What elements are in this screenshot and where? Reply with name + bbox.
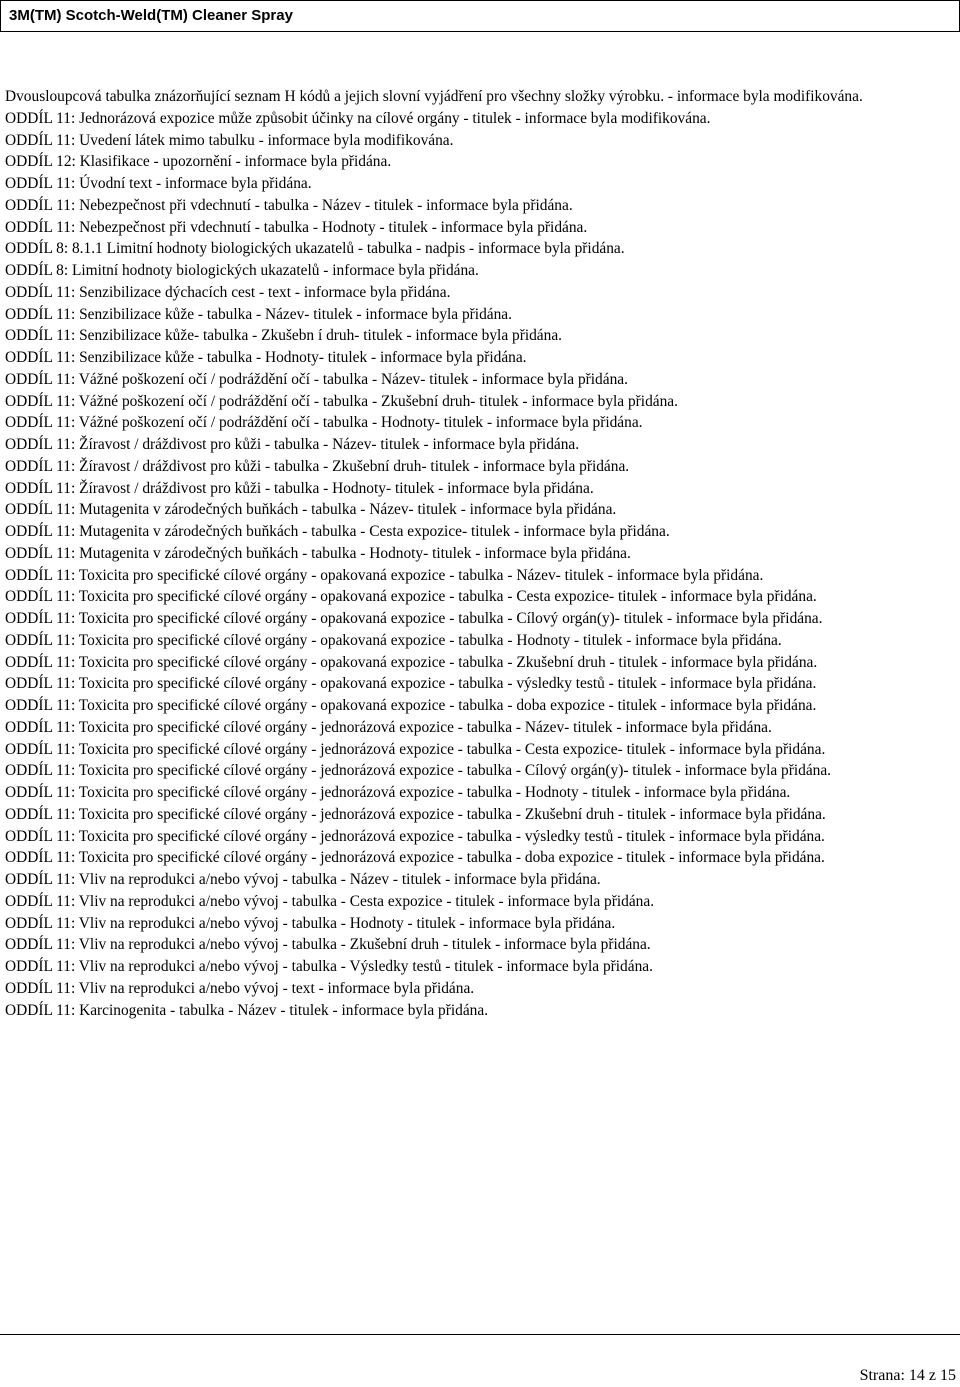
change-log-entry: ODDÍL 11: Toxicita pro specifické cílové orgány - opakovaná expozice - tabulka - Název- titulek - informace byla přidána. xyxy=(5,566,764,584)
change-log-entry: ODDÍL 11: Toxicita pro specifické cílové orgány - jednorázová expozice - tabulka - Cesta expozice- titulek - informace byla přidána. xyxy=(5,740,826,758)
change-log-entry: ODDÍL 11: Toxicita pro specifické cílové orgány - opakovaná expozice - tabulka - výsledky testů - titulek - informace byla přidána. xyxy=(5,675,817,693)
change-log-entry: ODDÍL 11: Toxicita pro specifické cílové orgány - jednorázová expozice - tabulka - výsledky testů - titulek - informace byla přidána. xyxy=(5,827,825,845)
change-log-entry: ODDÍL 11: Úvodní text - informace byla přidána. xyxy=(5,175,312,192)
change-log-entry: ODDÍL 11: Žíravost / dráždivost pro kůži - tabulka - Zkušební druh- titulek - informace byla přidána. xyxy=(5,457,630,475)
change-log-entry: ODDÍL 11: Vážné poškození očí / podráždění očí - tabulka - Hodnoty- titulek - informace byla přidána. xyxy=(5,414,643,432)
change-log-entry: ODDÍL 11: Mutagenita v zárodečných buňkách - tabulka - Název- titulek - informace byla přidána. xyxy=(5,501,617,519)
change-log-entry: ODDÍL 8: Limitní hodnoty biologických ukazatelů - informace byla přidána. xyxy=(5,262,479,279)
change-log-entry: ODDÍL 11: Toxicita pro specifické cílové orgány - jednorázová expozice - tabulka - Hodnoty - titulek - informace byla přidána. xyxy=(5,784,791,801)
change-log-entry: ODDÍL 11: Mutagenita v zárodečných buňkách - tabulka - Cesta expozice- titulek - informace byla přidána. xyxy=(5,523,670,540)
change-log-entry: ODDÍL 11: Senzibilizace kůže- tabulka - Zkušebn í druh- titulek - informace byla přidána. xyxy=(5,327,563,345)
change-log-entry: ODDÍL 11: Toxicita pro specifické cílové orgány - jednorázová expozice - tabulka - doba expozice - titulek - informace byla přidána. xyxy=(5,849,825,867)
change-log-entry: ODDÍL 11: Jednorázová expozice může způsobit účinky na cílové orgány - titulek - informace byla modifikována. xyxy=(5,109,711,127)
change-log-entry: ODDÍL 11: Vliv na reprodukci a/nebo vývoj - tabulka - Výsledky testů - titulek - informace byla přidána. xyxy=(5,958,653,975)
change-log-entry: Dvousloupcová tabulka znázorňující seznam H kódů a jejich slovní vyjádření pro všechny složky výrobku. - informace byla modifikována. xyxy=(5,88,863,105)
change-log-entry: ODDÍL 11: Toxicita pro specifické cílové orgány - opakovaná expozice - tabulka - Zkušební druh - titulek - informace byla přidána. xyxy=(5,653,818,671)
change-log xyxy=(5,86,955,1021)
change-log-entry: ODDÍL 12: Klasifikace - upozornění - informace byla přidána. xyxy=(5,153,392,171)
change-log-entry: ODDÍL 11: Karcinogenita - tabulka - Název - titulek - informace byla přidána. xyxy=(5,1001,489,1019)
change-log-entry: ODDÍL 11: Senzibilizace dýchacích cest - text - informace byla přidána. xyxy=(5,283,451,301)
change-log-entry: ODDÍL 11: Žíravost / dráždivost pro kůži - tabulka - Název- titulek - informace byla přidána. xyxy=(5,436,580,453)
change-log-entry: ODDÍL 8: 8.1.1 Limitní hodnoty biologických ukazatelů - tabulka - nadpis - informace byla přidána. xyxy=(5,240,625,258)
change-log-entry: ODDÍL 11: Toxicita pro specifické cílové orgány - opakovaná expozice - tabulka - doba expozice - titulek - informace byla přidána. xyxy=(5,697,817,714)
page-number: Strana: 14 z 15 xyxy=(859,1367,956,1384)
change-log-entry: ODDÍL 11: Toxicita pro specifické cílové orgány - jednorázová expozice - tabulka - Cílový orgán(y)- titulek - informace byla přidána. xyxy=(5,762,832,780)
change-log-entry: ODDÍL 11: Vážné poškození očí / podráždění očí - tabulka - Zkušební druh- titulek - informace byla přidána. xyxy=(5,392,678,410)
change-log-entry: ODDÍL 11: Toxicita pro specifické cílové orgány - opakovaná expozice - tabulka - Cílový orgán(y)- titulek - informace byla přidána. xyxy=(5,610,823,627)
change-log-entry: ODDÍL 11: Senzibilizace kůže - tabulka - Hodnoty- titulek - informace byla přidána. xyxy=(5,349,527,366)
change-log-entry: ODDÍL 11: Mutagenita v zárodečných buňkách - tabulka - Hodnoty- titulek - informace byla přidána. xyxy=(5,544,631,562)
change-log-entry: ODDÍL 11: Senzibilizace kůže - tabulka - Název- titulek - informace byla přidána. xyxy=(5,305,512,323)
change-log-entry: ODDÍL 11: Toxicita pro specifické cílové orgány - jednorázová expozice - tabulka - Zkušební druh - titulek - informace byla přidána. xyxy=(5,805,826,823)
footer-divider xyxy=(0,1334,960,1335)
change-log-entry: ODDÍL 11: Vliv na reprodukci a/nebo vývoj - text - informace byla přidána. xyxy=(5,979,475,997)
change-log-entry: ODDÍL 11: Vliv na reprodukci a/nebo vývoj - tabulka - Název - titulek - informace byla přidána. xyxy=(5,871,601,888)
change-log-entry: ODDÍL 11: Toxicita pro specifické cílové orgány - opakovaná expozice - tabulka - Cesta expozice- titulek - informace byla přidána. xyxy=(5,588,817,606)
page-header xyxy=(0,0,960,32)
change-log-entry: ODDÍL 11: Žíravost / dráždivost pro kůži - tabulka - Hodnoty- titulek - informace byla přidána. xyxy=(5,479,594,497)
change-log-entry: ODDÍL 11: Vliv na reprodukci a/nebo vývoj - tabulka - Hodnoty - titulek - informace byla přidána. xyxy=(5,914,616,932)
document-title: 3M(TM) Scotch-Weld(TM) Cleaner Spray xyxy=(9,7,293,24)
change-log-entry: ODDÍL 11: Vliv na reprodukci a/nebo vývoj - tabulka - Zkušební druh - titulek - informace byla přidána. xyxy=(5,936,651,954)
change-log-entry: ODDÍL 11: Vliv na reprodukci a/nebo vývoj - tabulka - Cesta expozice - titulek - informace byla přidána. xyxy=(5,892,655,910)
change-log-entry: ODDÍL 11: Toxicita pro specifické cílové orgány - jednorázová expozice - tabulka - Název- titulek - informace byla přidána. xyxy=(5,718,772,736)
change-log-entry: ODDÍL 11: Nebezpečnost při vdechnutí - tabulka - Název - titulek - informace byla přidána. xyxy=(5,196,573,214)
change-log-entry: ODDÍL 11: Toxicita pro specifické cílové orgány - opakovaná expozice - tabulka - Hodnoty - titulek - informace byla přidána. xyxy=(5,631,782,649)
change-log-entry: ODDÍL 11: Uvedení látek mimo tabulku - informace byla modifikována. xyxy=(5,131,454,149)
change-log-entry: ODDÍL 11: Nebezpečnost při vdechnutí - tabulka - Hodnoty - titulek - informace byla přidána. xyxy=(5,218,588,236)
change-log-entry: ODDÍL 11: Vážné poškození očí / podráždění očí - tabulka - Název- titulek - informace byla přidána. xyxy=(5,370,628,388)
